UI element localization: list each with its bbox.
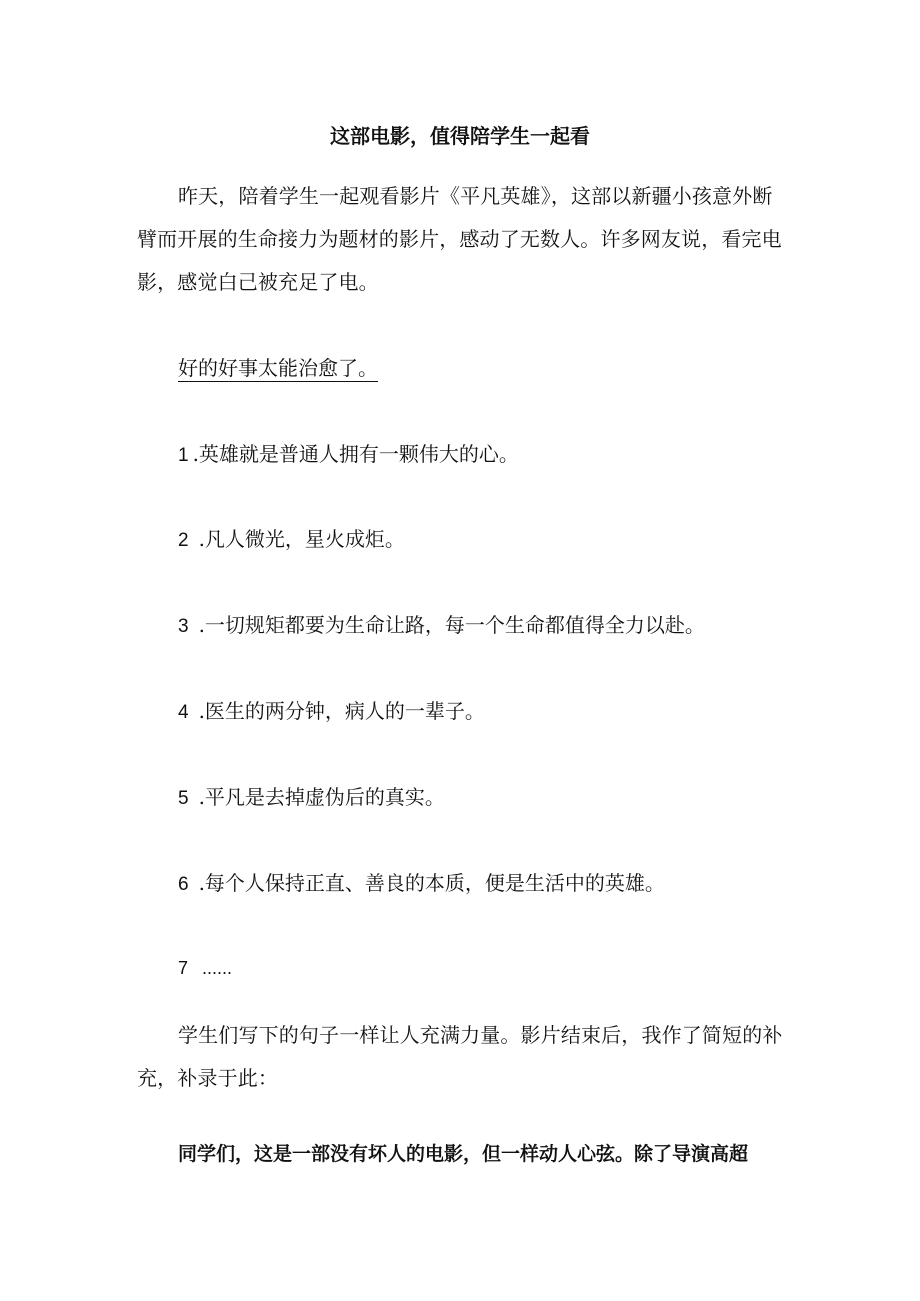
list-item-number: 7 bbox=[178, 958, 189, 978]
list-item-number: 1 bbox=[178, 445, 189, 466]
list-item bbox=[178, 439, 519, 471]
list-item-text: .医生的两分钟，病人的一辈子。 bbox=[198, 699, 485, 723]
intro-paragraph: 昨天，陪着学生一起观看影片《平凡英雄》，这部以新疆小孩意外断臂而开展的生命接力为题材的影片，感动了无数人。许多网友说，看完电影，感觉白己被充足了电。 bbox=[137, 184, 782, 294]
list-item-number: 2 bbox=[178, 530, 189, 551]
list-item bbox=[178, 953, 232, 983]
document-title: 这部电影，值得陪学生一起看 bbox=[330, 124, 590, 148]
underlined-line bbox=[178, 353, 394, 383]
list-item-number: 5 bbox=[178, 788, 189, 809]
list-item bbox=[178, 610, 705, 642]
list-item-text: .一切规矩都要为生命让路，每一个生命都值得全力以赴。 bbox=[198, 613, 705, 637]
list-item bbox=[178, 524, 405, 556]
list-item bbox=[178, 782, 445, 814]
list-item-number: 4 bbox=[178, 702, 189, 723]
closing-paragraph: 学生们写下的句子一样让人充满力量。影片结束后，我作了简短的补充，补录于此： bbox=[137, 1023, 783, 1090]
list-item-text: .英雄就是普通人拥有一颗伟大的心。 bbox=[192, 442, 519, 466]
list-item-number: 6 bbox=[178, 874, 189, 895]
list-item bbox=[178, 868, 665, 900]
list-item-text: .每个人保持正直、善良的本质，便是生活中的英雄。 bbox=[198, 871, 665, 895]
list-item bbox=[178, 696, 485, 728]
list-item-text: .凡人微光，星火成炬。 bbox=[198, 527, 405, 551]
list-item-text: .平凡是去掉虚伪后的真实。 bbox=[198, 785, 445, 809]
bold-paragraph: 同学们，这是一部没有坏人的电影，但一样动人心弦。除了导演高超 bbox=[178, 1143, 749, 1165]
list-item-number: 3 bbox=[178, 616, 189, 637]
underlined-text: 好的好事太能治愈了。 bbox=[178, 356, 378, 380]
list-item-text: ...... bbox=[202, 958, 233, 978]
